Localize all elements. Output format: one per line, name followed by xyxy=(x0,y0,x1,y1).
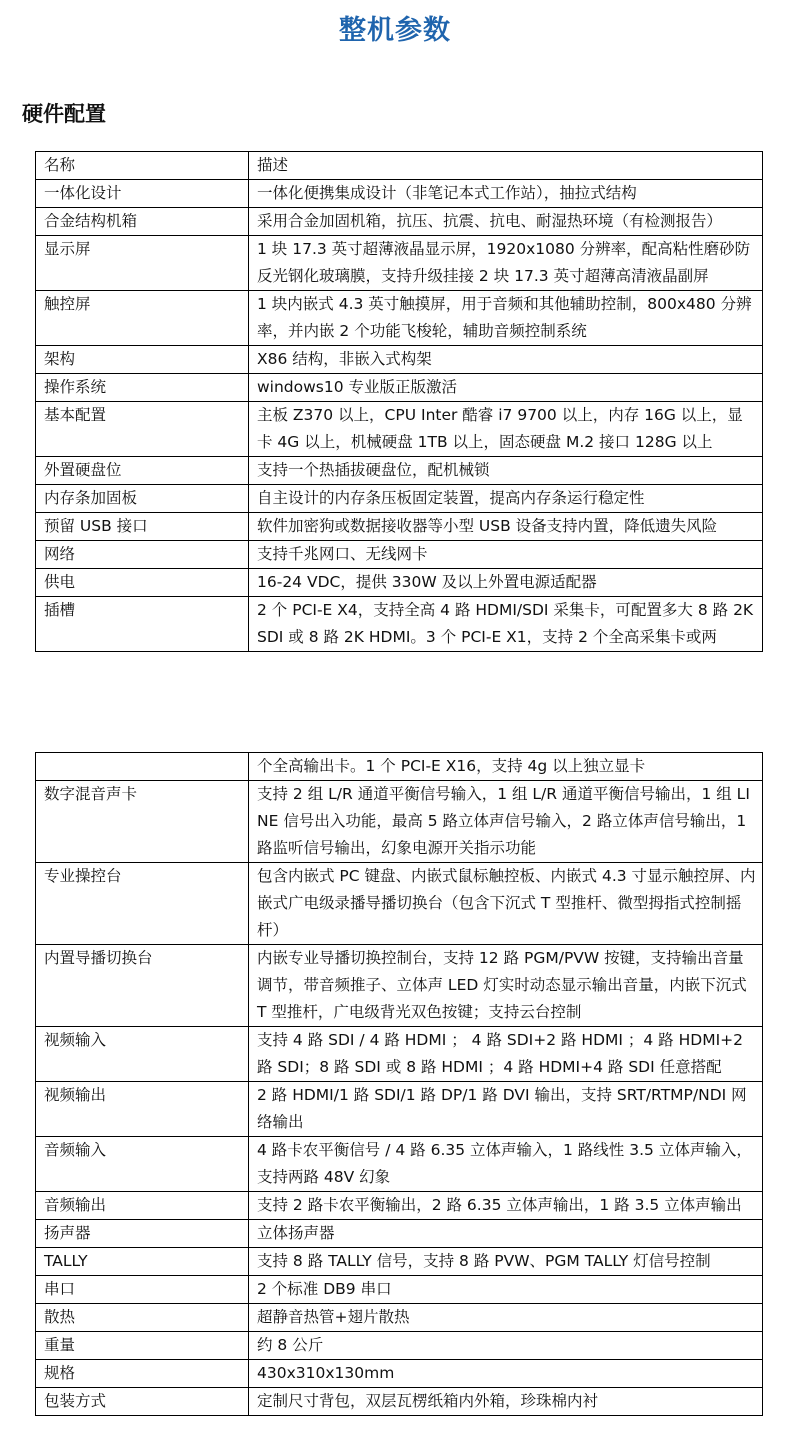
row-desc: 一体化便携集成设计（非笔记本式工作站），抽拉式结构 xyxy=(249,180,763,208)
row-desc: 支持 2 路卡农平衡输出，2 路 6.35 立体声输出，1 路 3.5 立体声输出 xyxy=(249,1192,763,1220)
row-name: 基本配置 xyxy=(36,402,249,457)
table-row xyxy=(36,402,763,457)
row-desc: 包含内嵌式 PC 键盘、内嵌式鼠标触控板、内嵌式 4.3 寸显示触控屏、内嵌式广电级录播导播切换台（包含下沉式 T 型推杆、微型拇指式控制摇杆） xyxy=(249,863,763,945)
row-desc: X86 结构，非嵌入式构架 xyxy=(249,346,763,374)
table-row xyxy=(36,945,763,1027)
row-name: 散热 xyxy=(36,1304,249,1332)
table-row xyxy=(36,1192,763,1220)
row-desc: 430x310x130mm xyxy=(249,1360,763,1388)
row-name: 音频输入 xyxy=(36,1137,249,1192)
row-name: 包装方式 xyxy=(36,1388,249,1416)
table-row-slot xyxy=(36,597,763,652)
table-row xyxy=(36,863,763,945)
row-name: 串口 xyxy=(36,1276,249,1304)
row-desc: 主板 Z370 以上，CPU Inter 酷睿 i7 9700 以上，内存 16G 以上，显卡 4G 以上，机械硬盘 1TB 以上，固态硬盘 M.2 接口 128G 以上 xyxy=(249,402,763,457)
row-desc: 1 块内嵌式 4.3 英寸触摸屏，用于音频和其他辅助控制，800x480 分辨率，并内嵌 2 个功能飞梭轮，辅助音频控制系统 xyxy=(249,291,763,346)
table-row xyxy=(36,1332,763,1360)
row-desc: 支持千兆网口、无线网卡 xyxy=(249,541,763,569)
table-row xyxy=(36,1276,763,1304)
row-name: 显示屏 xyxy=(36,236,249,291)
table-row xyxy=(36,1082,763,1137)
row-name: 一体化设计 xyxy=(36,180,249,208)
table-row xyxy=(36,1248,763,1276)
table-row xyxy=(36,541,763,569)
table-header-row xyxy=(36,152,763,180)
spec-table-part-2 xyxy=(35,752,763,1416)
section-title: 硬件配置 xyxy=(22,102,106,126)
row-name: 重量 xyxy=(36,1332,249,1360)
row-desc: 软件加密狗或数据接收器等小型 USB 设备支持内置，降低遗失风险 xyxy=(249,513,763,541)
row-name: 架构 xyxy=(36,346,249,374)
table-row xyxy=(36,1304,763,1332)
row-desc: 支持 4 路 SDI / 4 路 HDMI ； 4 路 SDI+2 路 HDMI ；4 路 HDMI+2 路 SDI；8 路 SDI 或 8 路 HDMI ；4 路 HDMI+4 路 SDI 任意搭配 xyxy=(249,1027,763,1082)
row-name: 扬声器 xyxy=(36,1220,249,1248)
table-row xyxy=(36,374,763,402)
table-row xyxy=(36,513,763,541)
row-name: 音频输出 xyxy=(36,1192,249,1220)
header-desc: 描述 xyxy=(249,152,763,180)
row-name: 触控屏 xyxy=(36,291,249,346)
row-name: 插槽 xyxy=(36,597,249,652)
row-desc: 4 路卡农平衡信号 / 4 路 6.35 立体声输入，1 路线性 3.5 立体声输入，支持两路 48V 幻象 xyxy=(249,1137,763,1192)
row-desc: 内嵌专业导播切换控制台，支持 12 路 PGM/PVW 按键，支持输出音量调节，带音频推子、立体声 LED 灯实时动态显示输出音量，内嵌下沉式 T 型推杆，广电级背光双色按键；支持云台控制 xyxy=(249,945,763,1027)
row-desc: 2 路 HDMI/1 路 SDI/1 路 DP/1 路 DVI 输出，支持 SRT/RTMP/NDI 网络输出 xyxy=(249,1082,763,1137)
row-desc: 1 块 17.3 英寸超薄液晶显示屏，1920x1080 分辨率，配高粘性磨砂防反光钢化玻璃膜，支持升级挂接 2 块 17.3 英寸超薄高清液晶副屏 xyxy=(249,236,763,291)
row-desc: 约 8 公斤 xyxy=(249,1332,763,1360)
row-desc: 采用合金加固机箱，抗压、抗震、抗电、耐湿热环境（有检测报告） xyxy=(249,208,763,236)
table-row xyxy=(36,1027,763,1082)
row-name: TALLY xyxy=(36,1248,249,1276)
row-name: 预留 USB 接口 xyxy=(36,513,249,541)
row-desc: 2 个标准 DB9 串口 xyxy=(249,1276,763,1304)
table-row xyxy=(36,208,763,236)
row-name-empty xyxy=(36,753,249,781)
row-desc: 超静音热管+翅片散热 xyxy=(249,1304,763,1332)
row-name: 外置硬盘位 xyxy=(36,457,249,485)
row-name: 合金结构机箱 xyxy=(36,208,249,236)
table-row xyxy=(36,781,763,863)
header-name: 名称 xyxy=(36,152,249,180)
row-desc: windows10 专业版正版激活 xyxy=(249,374,763,402)
row-name: 专业操控台 xyxy=(36,863,249,945)
table-row xyxy=(36,1388,763,1416)
slot-desc-text: 2 个 PCI-E X4，支持全高 4 路 HDMI/SDI 采集卡，可配置多大 8 路 2K SDI 或 8 路 2K HDMI。3 个 PCI-E X1，支持 2 个全高采集卡或两 xyxy=(257,601,754,646)
table-row xyxy=(36,180,763,208)
row-name: 规格 xyxy=(36,1360,249,1388)
row-name: 视频输出 xyxy=(36,1082,249,1137)
spec-table-part-1 xyxy=(35,151,763,652)
row-desc: 支持一个热插拔硬盘位，配机械锁 xyxy=(249,457,763,485)
row-desc: 定制尺寸背包，双层瓦楞纸箱内外箱，珍珠棉内衬 xyxy=(249,1388,763,1416)
table-row xyxy=(36,1137,763,1192)
row-name: 内置导播切换台 xyxy=(36,945,249,1027)
table-row xyxy=(36,457,763,485)
row-name: 视频输入 xyxy=(36,1027,249,1082)
row-desc: 16-24 VDC，提供 330W 及以上外置电源适配器 xyxy=(249,569,763,597)
table-row xyxy=(36,569,763,597)
row-name: 内存条加固板 xyxy=(36,485,249,513)
table-row xyxy=(36,1220,763,1248)
row-name: 网络 xyxy=(36,541,249,569)
row-desc: 自主设计的内存条压板固定装置，提高内存条运行稳定性 xyxy=(249,485,763,513)
row-desc: 支持 2 组 L/R 通道平衡信号输入，1 组 L/R 通道平衡信号输出，1 组 LINE 信号出入功能，最高 5 路立体声信号输入，2 路立体声信号输出，1 路监听信号输出，幻象电源开关指示功能 xyxy=(249,781,763,863)
table-row xyxy=(36,346,763,374)
row-desc: 个全高输出卡。1 个 PCI-E X16，支持 4g 以上独立显卡 xyxy=(249,753,763,781)
row-name: 操作系统 xyxy=(36,374,249,402)
table-row xyxy=(36,236,763,291)
row-desc: 支持 8 路 TALLY 信号，支持 8 路 PVW、PGM TALLY 灯信号控制 xyxy=(249,1248,763,1276)
table-row xyxy=(36,291,763,346)
row-name: 供电 xyxy=(36,569,249,597)
table-row-continuation xyxy=(36,753,763,781)
row-name: 数字混音声卡 xyxy=(36,781,249,863)
row-desc: 立体扬声器 xyxy=(249,1220,763,1248)
table-row xyxy=(36,485,763,513)
table-row xyxy=(36,1360,763,1388)
row-desc xyxy=(249,597,763,652)
page-title: 整机参数 xyxy=(339,15,451,46)
